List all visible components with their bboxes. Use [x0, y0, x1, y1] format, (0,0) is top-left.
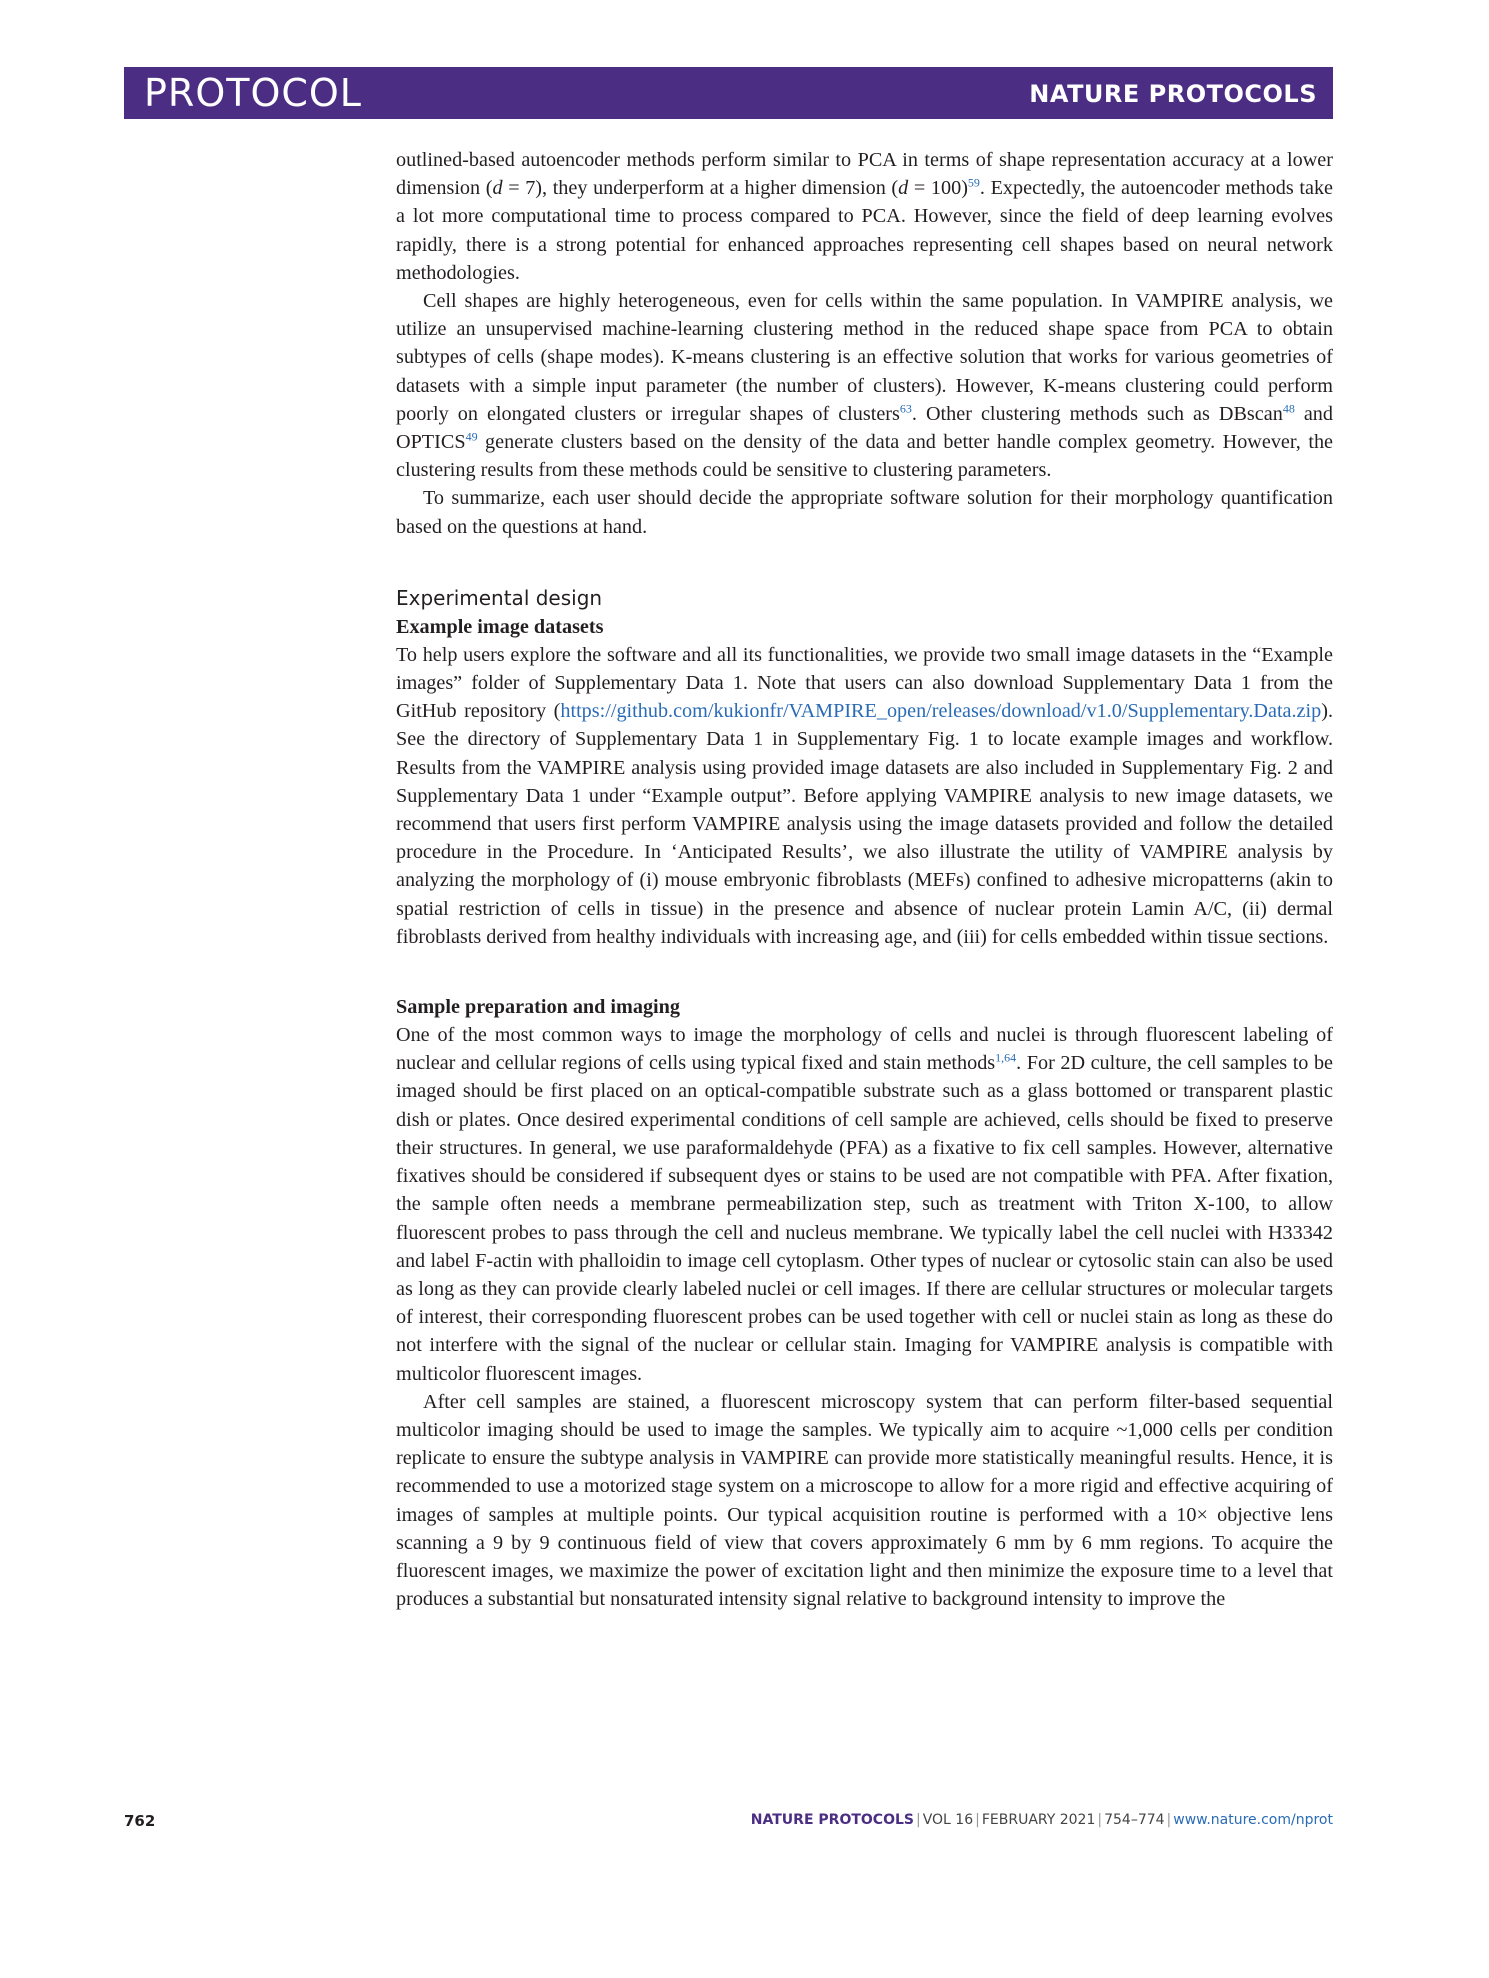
footer-citation: NATURE PROTOCOLS | VOL 16 | FEBRUARY 2021 | 754–774 | www.nature.com/nprot [750, 1812, 1333, 1828]
github-link[interactable]: https://github.com/kukionfr/VAMPIRE_open/releases/download/v1.0/Supplementary.Data.zip [560, 700, 1322, 723]
citation-ref[interactable]: 59 [967, 175, 980, 190]
paragraph-sample-preparation: One of the most common ways to image the morphology of cells and nuclei is through fluorescent labeling of nuclear and cellular regions of cells using typical fixed and stain methods$^{1,64}$. For 2D culture, the cell samples to be imaged should be first placed on an optical-compatible substrate such as a glass bottomed or transparent plastic dish or plates. Once desired experimental conditions of cell sample are achieved, cells should be fixed to preserve their structures. In general, we use paraformaldehyde (PFA) as a fixative to fix cell samples. However, alternative fixatives should be considered if subsequent dyes or stains to be used are not compatible with PFA. After fixation, the sample often needs a membrane permeabilization step, such as treatment with Triton X-100, to allow fluorescent probes to pass through the cell and nucleus membrane. We typically label the cell nuclei with H33342 and label F-actin with phalloidin to image cell cytoplasm. Other types of nuclear or cytosolic stain can also be used as long as they can provide clearly labeled nuclei or cell images. If there are cellular structures or molecular targets of interest, their corresponding fluorescent probes can be used together with cell or nuclei stain as long as these do not interfere with the signal of the nuclear or cellular stain. Imaging for VAMPIRE analysis is compatible with multicolor fluorescent images. [396, 1024, 1333, 1385]
header-protocol-label: PROTOCOL [144, 71, 362, 115]
page-header [124, 67, 1333, 119]
header-journal-name: NATURE PROTOCOLS [1029, 80, 1317, 108]
article-body [396, 146, 1333, 1613]
footer-pages: 754–774 [1104, 1812, 1165, 1828]
subheading-example-image-datasets: Example image datasets [396, 615, 604, 638]
footer-volume: VOL 16 [922, 1812, 974, 1828]
footer-journal: NATURE PROTOCOLS [750, 1812, 914, 1828]
page-number: 762 [124, 1812, 156, 1830]
paragraph-autoencoder: outlined-based autoencoder methods perform similar to PCA in terms of shape representation accuracy at a lower dimension (d = 7), they underperform at a higher dimension (d = 100)$^{59}$. Expectedly, the autoencoder methods take a lot more computational time to process compared to PCA. However, since the field of deep learning evolves rapidly, there is a strong potential for enhanced approaches representing cell shapes based on neural network methodologies. [396, 149, 1333, 284]
citation-ref[interactable]: 49 [465, 429, 478, 444]
citation-ref[interactable]: 63 [899, 401, 912, 416]
section-heading-experimental-design: Experimental design [396, 585, 603, 610]
paragraph-imaging: After cell samples are stained, a fluorescent microscopy system that can perform filter-based sequential multicolor imaging should be used to image the samples. We typically aim to acquire ~1,000 cells per condition replicate to ensure the subtype analysis in VAMPIRE can provide more statistically meaningful results. Hence, it is recommended to use a motorized stage system on a microscope to allow for a more rigid and effective acquiring of images of samples at multiple points. Our typical acquisition routine is performed with a 10× objective lens scanning a 9 by 9 continuous field of view that covers approximately 6 mm by 6 mm regions. To acquire the fluorescent images, we maximize the power of excitation light and then minimize the exposure time to a level that produces a substantial but nonsaturated intensity signal relative to background intensity to improve the [396, 1390, 1333, 1611]
footer-date: FEBRUARY 2021 [981, 1812, 1096, 1828]
paragraph-example-datasets: To help users explore the software and all its functionalities, we provide two small image datasets in the “Example images” folder of Supplementary Data 1. Note that users can also download Supplementary Data 1 from the GitHub repository (https://github.com/kukionfr/VAMPIRE_open/releases/download/v1.0/Supplementary.Data.zip). See the directory of Supplementary Data 1 in Supplementary Fig. 1 to locate example images and workflow. Results from the VAMPIRE analysis using provided image datasets are also included in Supplementary Fig. 2 and Supplementary Data 1 under “Example output”. Before applying VAMPIRE analysis to new image datasets, we recommend that users first perform VAMPIRE analysis using the image datasets provided and follow the detailed procedure in the Procedure. In ‘Anticipated Results’, we also illustrate the utility of VAMPIRE analysis by analyzing the morphology of (i) mouse embryonic fibroblasts (MEFs) confined to adhesive micropatterns (akin to spatial restriction of cells in tissue) in the presence and absence of nuclear protein Lamin A/C, (ii) dermal fibroblasts derived from healthy individuals with increasing age, and (iii) for cells embedded within tissue sections. [396, 643, 1333, 948]
citation-ref[interactable]: 48 [1282, 401, 1295, 416]
paragraph-clustering: Cell shapes are highly heterogeneous, even for cells within the same population. In VAMPIRE analysis, we utilize an unsupervised machine-learning clustering method in the reduced shape space from PCA to obtain subtypes of cells (shape modes). K-means clustering is an effective solution that works for various geometries of datasets with a simple input parameter (the number of clusters). However, K-means clustering could perform poorly on elongated clusters or irregular shapes of clusters$^{63}$. Other clustering methods such as DBscan$^{48}$ and OPTICS$^{49}$ generate clusters based on the density of the data and better handle complex geometry. However, the clustering results from these methods could be sensitive to clustering parameters. [396, 290, 1333, 482]
footer-url-link[interactable]: www.nature.com/nprot [1173, 1812, 1333, 1828]
paragraph-summary: To summarize, each user should decide the appropriate software solution for their morphology quantification based on the questions at hand. [396, 487, 1333, 538]
citation-ref[interactable]: 1,64 [995, 1050, 1017, 1065]
subheading-sample-preparation: Sample preparation and imaging [396, 996, 680, 1019]
